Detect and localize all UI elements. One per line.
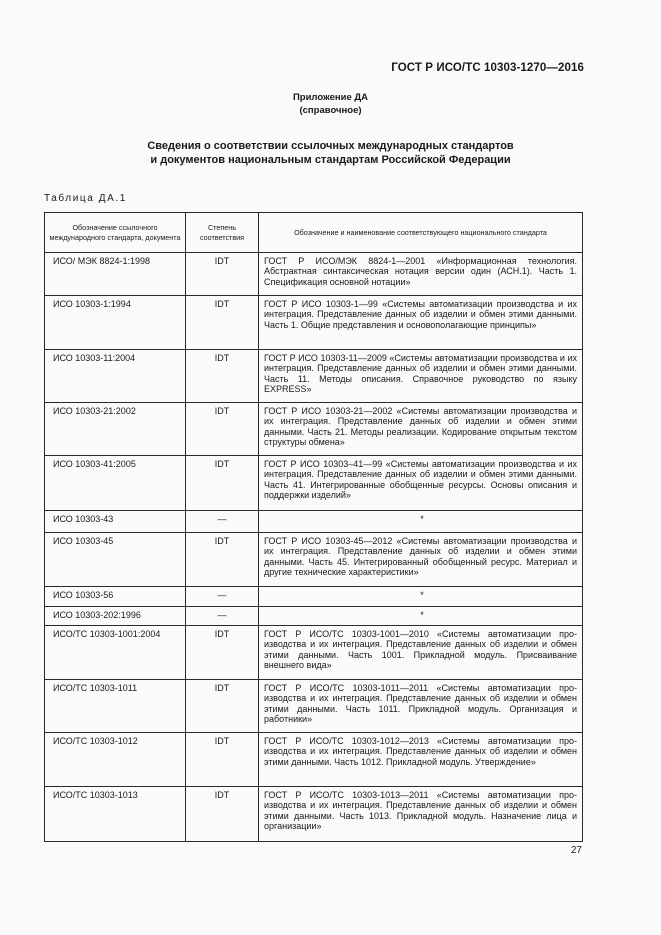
table-row — [45, 626, 583, 680]
cell-degree: IDT — [186, 733, 259, 787]
appendix-heading — [0, 91, 661, 117]
cell-degree: — — [186, 511, 259, 533]
header-reference-standard: Обозначение ссылочного международного стандарта, документа — [45, 213, 186, 253]
cell-degree: — — [186, 607, 259, 626]
table-label: Таблица ДА.1 — [44, 193, 127, 204]
cell-reference: ИСО 10303-202:1996 — [45, 607, 186, 626]
cell-reference: ИСО/ТС 10303-1001:2004 — [45, 626, 186, 680]
cell-national: ГОСТ Р ИСО/ТС 10303-1013—2011 «Системы автоматизации производства и их интеграция. Представление данных об изделии и обмен этими данными. Часть 1013. Прикладной модуль. Назначение лица и организации» — [259, 787, 583, 842]
cell-degree: IDT — [186, 626, 259, 680]
cell-national: ГОСТ Р ИСО/МЭК 8824-1—2001 «Информационная технология. Абстрактная синтаксическая нотация версии один (АСН.1). Часть 1. Спецификация основной нотации» — [259, 253, 583, 296]
document-title — [0, 139, 661, 167]
cell-reference: ИСО 10303-41:2005 — [45, 456, 186, 511]
cell-reference: ИСО/ТС 10303-1011 — [45, 680, 186, 733]
document-title-line-1: Сведения о соответствии ссылочных международных стандартов — [147, 140, 514, 152]
cell-national: ГОСТ Р ИСО 10303-45—2012 «Системы автоматизации производства и их интеграция. Представление данных об изделии и обмен этими данными. Часть 45. Интегрированный обобщенный ресурс. Материал и другие технические характеристики» — [259, 533, 583, 587]
table-row — [45, 403, 583, 456]
cell-national: * — [259, 587, 583, 607]
cell-national: * — [259, 511, 583, 533]
table-row — [45, 680, 583, 733]
cell-national: ГОСТ Р ИСО/ТС 10303-1011—2011 «Системы автоматизации производства и их интеграция. Представление данных об изделии и обмен этими данными. Часть 1011. Прикладной модуль. Организация и работники» — [259, 680, 583, 733]
cell-reference: ИСО 10303-56 — [45, 587, 186, 607]
table-row — [45, 296, 583, 350]
table-row — [45, 253, 583, 296]
document-title-line-2: и документов национальным стандартам Российской Федерации — [150, 154, 511, 166]
cell-national: ГОСТ Р ИСО 10303–41—99 «Системы автоматизации производства и их интеграция. Представление данных об изделии и обмен этими данными. Часть 41. Интегрированные обобщенные ресурсы. Основы описания и поддержки изделий» — [259, 456, 583, 511]
cell-national: * — [259, 607, 583, 626]
cell-national: ГОСТ Р ИСО/ТС 10303-1001—2010 «Системы автоматизации производства и их интеграция. Представление данных об изделии и обмен этими данными. Часть 1001. Прикладной модуль. Присваивание внешнего вида» — [259, 626, 583, 680]
table-row — [45, 787, 583, 842]
header-national-standard: Обозначение и наименование соответствующего национального стандарта — [259, 213, 583, 253]
table-row — [45, 350, 583, 403]
cell-reference: ИСО 10303-21:2002 — [45, 403, 186, 456]
cell-reference: ИСО 10303-45 — [45, 533, 186, 587]
cell-degree: IDT — [186, 253, 259, 296]
table-header-row — [45, 213, 583, 253]
cell-degree: IDT — [186, 533, 259, 587]
table-row — [45, 511, 583, 533]
cell-national: ГОСТ Р ИСО/ТС 10303-1012—2013 «Системы автоматизации производства и их интеграция. Представление данных об изделии и обмен этими данными. Часть 1012. Прикладной модуль. Утверждение» — [259, 733, 583, 787]
table-row — [45, 533, 583, 587]
page-number: 27 — [570, 845, 582, 856]
cell-degree: IDT — [186, 350, 259, 403]
standard-code-header: ГОСТ Р ИСО/ТС 10303-1270—2016 — [391, 62, 584, 74]
table-row — [45, 456, 583, 511]
cell-reference: ИСО/ТС 10303-1013 — [45, 787, 186, 842]
table-row — [45, 587, 583, 607]
cell-national: ГОСТ Р ИСО 10303-21—2002 «Системы автоматизации производства и их интеграция. Представление данных об изделии и обмен этими данными. Часть 21. Методы реализации. Кодирование открытым текстом структуры обмена» — [259, 403, 583, 456]
table-row — [45, 607, 583, 626]
cell-reference: ИСО/ МЭК 8824-1:1998 — [45, 253, 186, 296]
cell-degree: IDT — [186, 787, 259, 842]
cell-reference: ИСО/ТС 10303-1012 — [45, 733, 186, 787]
cell-degree: IDT — [186, 403, 259, 456]
header-degree: Степень соответствия — [186, 213, 259, 253]
cell-degree: IDT — [186, 456, 259, 511]
table-row — [45, 733, 583, 787]
appendix-title: Приложение ДА — [292, 92, 369, 103]
cell-reference: ИСО 10303-11:2004 — [45, 350, 186, 403]
cell-reference: ИСО 10303-43 — [45, 511, 186, 533]
cell-national: ГОСТ Р ИСО 10303-1—99 «Системы автоматизации производства и их интеграция. Представление данных об изделии и обмен этими данными. Часть 1. Общие представления и основополагающие принципы» — [259, 296, 583, 350]
cell-reference: ИСО 10303-1:1994 — [45, 296, 186, 350]
cell-degree: IDT — [186, 296, 259, 350]
appendix-subtitle: (справочное) — [299, 105, 362, 116]
cell-degree: IDT — [186, 680, 259, 733]
cell-national: ГОСТ Р ИСО 10303-11—2009 «Системы автоматизации производства и их интеграция. Представление данных об изделии и обмен этими данными. Часть 11. Методы описания. Справочное руководство по языку EXPRESS» — [259, 350, 583, 403]
cell-degree: — — [186, 587, 259, 607]
correspondence-table — [44, 212, 583, 842]
